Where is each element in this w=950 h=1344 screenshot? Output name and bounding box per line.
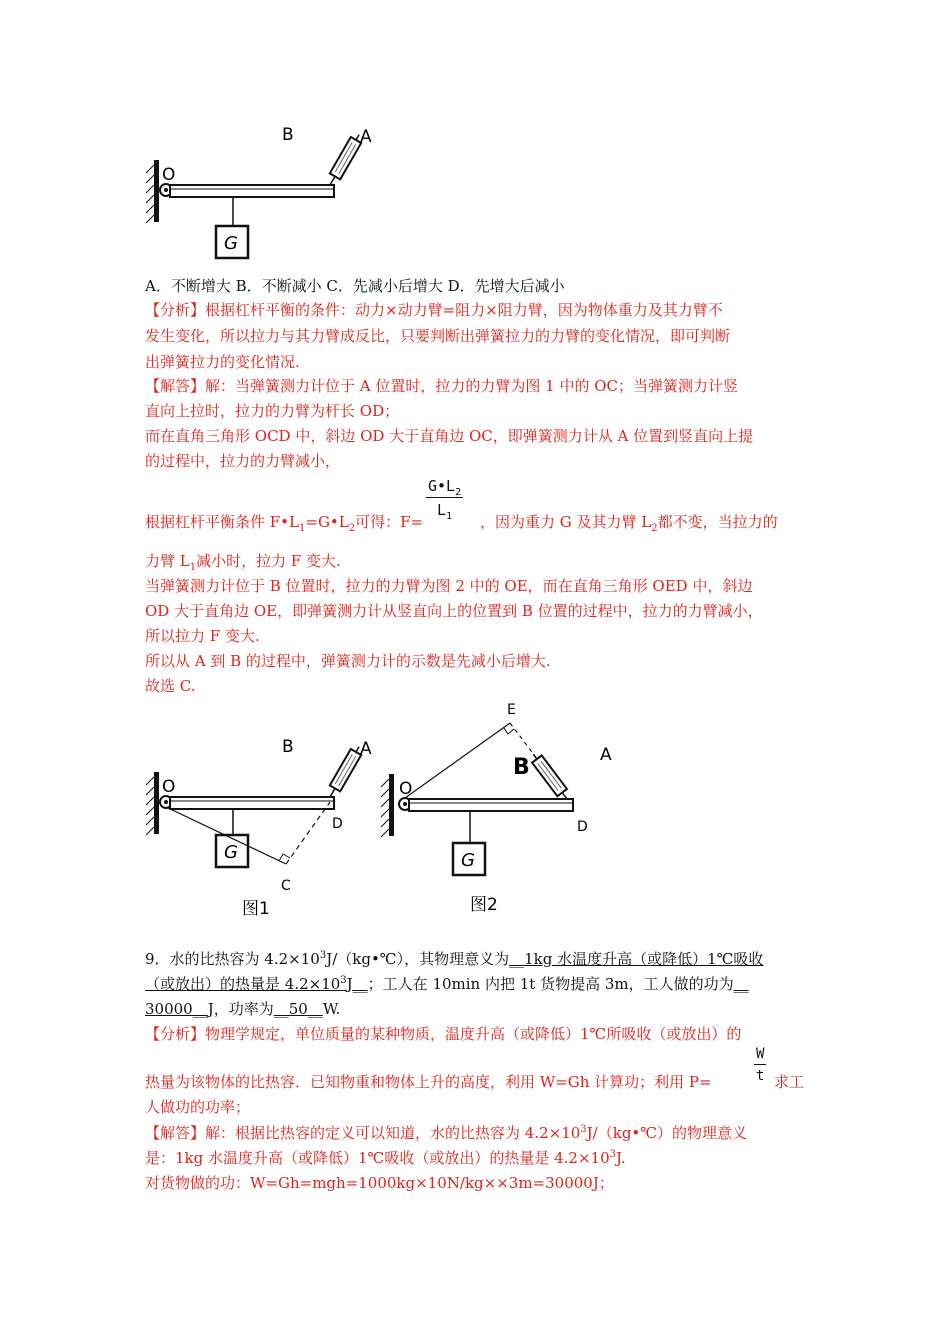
- analysis-tag: 【分析】: [145, 301, 206, 319]
- q9-answer-line-3: 对货物做的功：W=Gh=mgh=1000kg×10N/kg××3m=30000J；: [145, 1174, 614, 1192]
- svg-text:B: B: [513, 755, 530, 780]
- svg-text:G: G: [224, 842, 238, 863]
- q9-answer-line-1: 【解答】解：根据比热容的定义可以知道，水的比热容为 $4.2\times 10^3J/(kg•℃)$的物理意义: [145, 1124, 748, 1142]
- answer-line-3: 而在直角三角形 OCD 中，斜边 OD 大于直角边 OC，即弹簧测力计从 A 位置到竖直向上提: [145, 427, 754, 445]
- label-o: O: [162, 165, 176, 185]
- q9-power-fraction: $\frac{W}{t}$: [756, 1046, 765, 1084]
- svg-text:C: C: [281, 878, 291, 894]
- answer-line-2: 直向上拉时，拉力的力臂为杆长 OD；: [145, 402, 400, 420]
- q9-blank-work: 30000__: [145, 1000, 208, 1018]
- answer-line-6: 当弹簧测力计位于 B 位置时，拉力的力臂为图 2 中的 OE，而在直角三角形 OED 中，斜边: [145, 577, 753, 595]
- q9-analysis-line-3: 人做功的功率；: [145, 1098, 251, 1116]
- formula-line-left: 根据杠杆平衡条件 $F•L_1=G•L_2$可得：F=: [145, 513, 424, 534]
- answer-line-9: 所以从 A 到 B 的过程中，弹簧测力计的示数是先减小后增大.: [145, 652, 551, 670]
- label-a: A: [360, 127, 372, 147]
- q9-analysis-line-1: 【分析】物理学规定，单位质量的某种物质，温度升高（或降低）1℃所吸收（或放出）的: [145, 1025, 742, 1043]
- svg-text:O: O: [399, 779, 413, 799]
- svg-text:D: D: [332, 816, 343, 832]
- answer-line-4: 的过程中，拉力的力臂减小，: [145, 452, 341, 470]
- svg-text:B: B: [282, 737, 294, 757]
- answer-line-8: 所以拉力 F 变大.: [145, 627, 260, 645]
- q9-answer-line-2: 是：1kg 水温度升高（或降低）1℃吸收（或放出）的热量是 $4.2\times 10^3J$.: [145, 1149, 626, 1167]
- q9-analysis-line-2: 热量为该物体的比热容．已知物重和物体上升的高度，利用 W=Gh 计算功；利用 P=: [145, 1073, 712, 1091]
- q9-line-2: （或放出）的热量是 $4.2\times 10^3J\_\_$；工人在 10min 内把 1t 货物提高 3m，工人做的功为__: [145, 975, 749, 993]
- figure-2-caption: 图2: [470, 895, 498, 915]
- svg-text:D: D: [577, 819, 588, 835]
- formula-line-right: ，因为重力 G 及其力臂 $L_2$都不变，当拉力的: [480, 513, 778, 534]
- q9-blank-power: __50__: [273, 1000, 323, 1018]
- label-g: G: [224, 233, 238, 254]
- answer-line-5: 力臂 $L_1$减小时，拉力 F 变大.: [145, 552, 341, 573]
- lever-figure-top: [140, 120, 390, 270]
- analysis-line-1: 【分析】根据杠杆平衡的条件：动力×动力臂=阻力×阻力臂，因为物体重力及其力臂不: [145, 301, 723, 319]
- lever-figure-1: [140, 732, 380, 922]
- svg-text:A: A: [360, 739, 372, 759]
- answer-tag: 【解答】: [145, 377, 206, 395]
- lever-figure-2: [375, 698, 635, 920]
- q9-line-1: 9．水的比热容为 $4.2\times 10^3J/(kg•℃)$，其物理意义为__1kg 水温度升高（或降低）1℃吸收: [145, 950, 764, 968]
- analysis-line-2: 发生变化，所以拉力与其力臂成反比，只要判断出弹簧拉力的力臂的变化情况，即可判断: [145, 327, 731, 345]
- svg-text:A: A: [600, 745, 612, 765]
- q9-line-3: 30000__J，功率为__50__W.: [145, 1000, 341, 1018]
- figure-1-caption: 图1: [242, 899, 270, 919]
- label-b: B: [282, 125, 294, 145]
- svg-text:G: G: [461, 850, 475, 871]
- svg-text:O: O: [162, 777, 176, 797]
- answer-line-7: OD 大于直角边 OE，即弹簧测力计从竖直向上的位置到 B 位置的过程中，拉力的力臂减小，: [145, 602, 763, 620]
- analysis-line-3: 出弹簧拉力的变化情况.: [145, 353, 300, 371]
- svg-text:E: E: [507, 702, 516, 718]
- answer-options: A．不断增大 B．不断减小 C．先减小后增大 D．先增大后减小: [145, 277, 565, 295]
- answer-line-1: 【解答】解：当弹簧测力计位于 A 位置时，拉力的力臂为图 1 中的 OC；当弹簧测力计竖: [145, 377, 739, 395]
- answer-conclusion: 故选 C.: [145, 677, 196, 695]
- formula-fraction: $\frac{G•L_2}{L_1}$: [428, 477, 462, 522]
- q9-analysis-line-2-end: 求工: [774, 1073, 805, 1091]
- q9-blank-1: __1kg 水温度升高（或降低）1℃吸收: [509, 950, 764, 968]
